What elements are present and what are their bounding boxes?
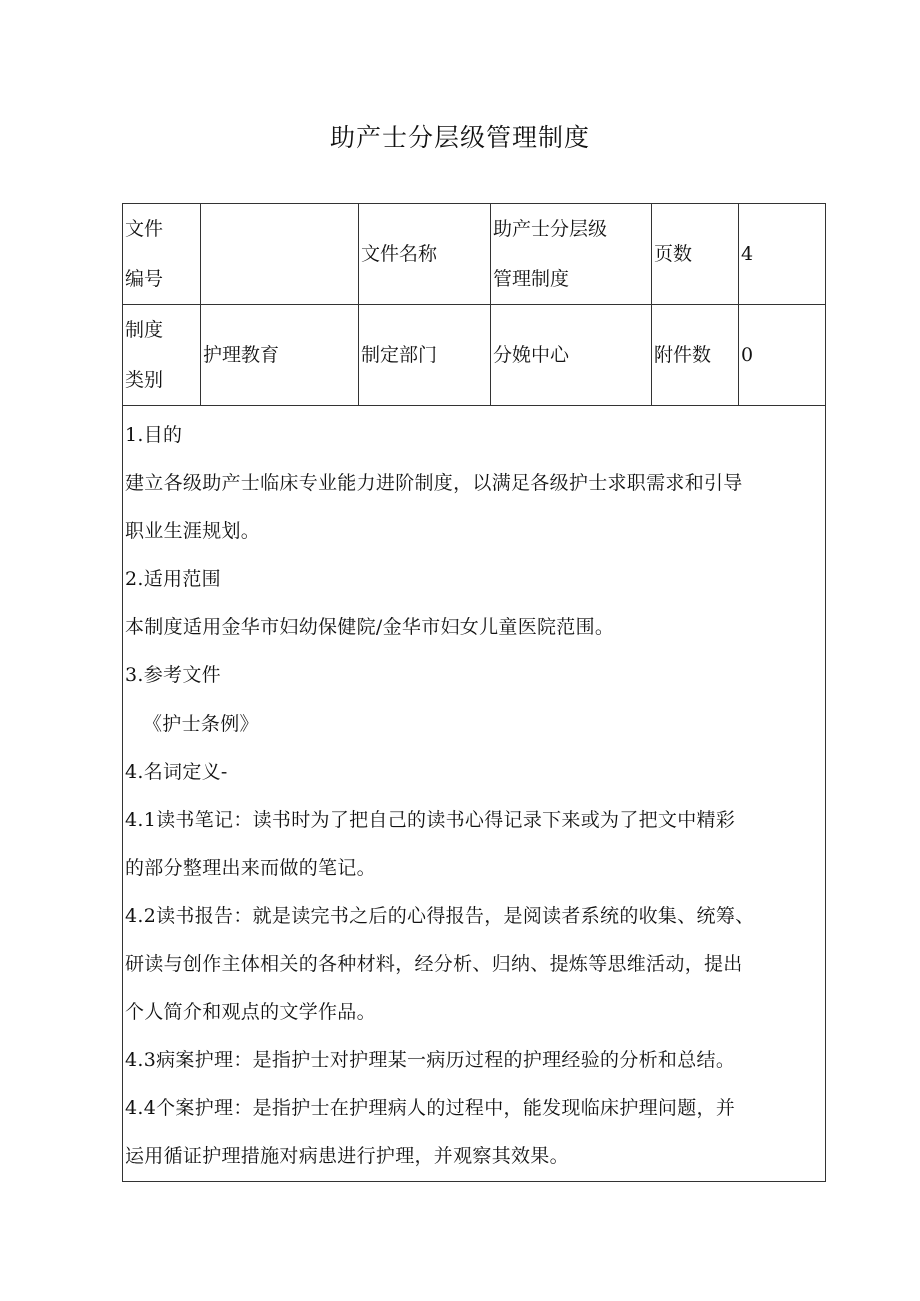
definition-4-2-line: 个人简介和观点的文学作品。 — [125, 1001, 376, 1024]
definition-4-1-line: 4.1读书笔记：读书时为了把自己的读书心得记录下来或为了把文中精彩 — [125, 808, 736, 831]
doc-name-value: 助产士分层级 管理制度 — [491, 204, 652, 305]
attachments-value: 0 — [739, 305, 826, 406]
dept-label: 制定部门 — [359, 305, 491, 406]
category-value: 护理教育 — [201, 305, 359, 406]
dept-value: 分娩中心 — [491, 305, 652, 406]
meta-row-2 — [123, 305, 826, 406]
definition-4-3: 4.3病案护理：是指护士对护理某一病历过程的护理经验的分析和总结。 — [125, 1049, 736, 1072]
doc-number-label: 文件 编号 — [123, 204, 201, 305]
definition-4-2-line: 4.2读书报告：就是读完书之后的心得报告，是阅读者系统的收集、统筹、 — [125, 904, 755, 927]
document-body — [123, 406, 826, 1182]
document-info-table — [122, 203, 826, 1182]
pages-label: 页数 — [652, 204, 739, 305]
purpose-text-line: 建立各级助产士临床专业能力进阶制度，以满足各级护士求职需求和引导 — [125, 472, 743, 495]
definition-4-2-line: 研读与创作主体相关的各种材料，经分析、归纳、提炼等思维活动，提出 — [125, 953, 743, 976]
definition-4-4-line: 4.4个案护理：是指护士在护理病人的过程中，能发现临床护理问题，并 — [125, 1097, 736, 1120]
references-heading: 3.参考文件 — [125, 664, 221, 687]
purpose-text-line: 职业生涯规划。 — [125, 520, 261, 543]
reference-item: 《护士条例》 — [143, 712, 259, 735]
attachments-label: 附件数 — [652, 305, 739, 406]
document-title: 助产士分层级管理制度 — [329, 123, 590, 152]
scope-heading: 2.适用范围 — [125, 568, 221, 591]
meta-row-1 — [123, 204, 826, 305]
definition-4-4-line: 运用循证护理措施对病患进行护理，并观察其效果。 — [125, 1145, 569, 1168]
definitions-heading: 4.名词定义- — [125, 760, 228, 783]
doc-name-label: 文件名称 — [359, 204, 491, 305]
doc-number-value — [201, 204, 359, 305]
pages-value: 4 — [739, 204, 826, 305]
definition-4-1-line: 的部分整理出来而做的笔记。 — [125, 856, 376, 879]
scope-text: 本制度适用金华市妇幼保健院/金华市妇女儿童医院范围。 — [125, 616, 615, 639]
category-label: 制度 类别 — [123, 305, 201, 406]
body-row — [123, 406, 826, 1182]
purpose-heading: 1.目的 — [125, 424, 183, 446]
